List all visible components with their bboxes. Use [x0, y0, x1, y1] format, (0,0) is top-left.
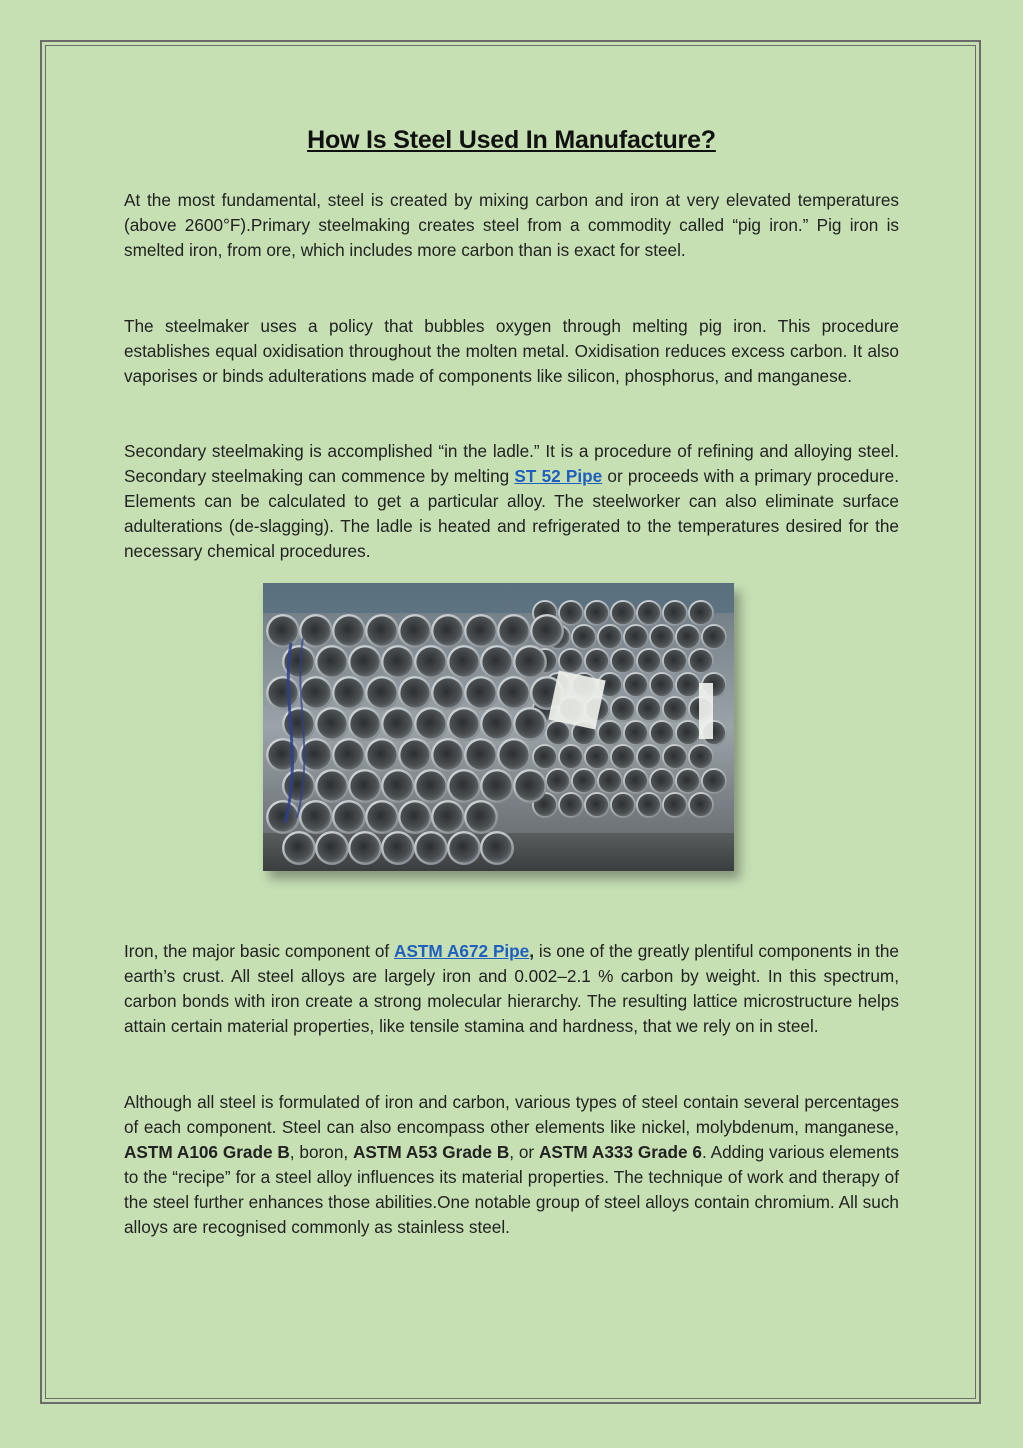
pipe-bore [547, 722, 569, 744]
pipe-bore [677, 674, 699, 696]
pipe-bore [560, 602, 582, 624]
pipe-bore [301, 678, 330, 707]
pipe-bore [482, 771, 511, 800]
pipe-bore [350, 833, 379, 862]
pipe-bore [599, 626, 621, 648]
pipe-bore [433, 802, 462, 831]
paragraph-text: Secondary steelmaking is accomplished “in the ladle.” It is a procedure of refining and alloying steel. Secondary steelmaking can commence by melting [124, 441, 899, 487]
pipe-bore [664, 650, 686, 672]
pipe-bore [449, 709, 478, 738]
pipe-bore [560, 650, 582, 672]
pipe-bore [586, 746, 608, 768]
pipe-bore [334, 678, 363, 707]
pipe-bore [301, 740, 330, 769]
pipe-bore [664, 794, 686, 816]
pipe-bore [482, 833, 511, 862]
pipe-bore [625, 722, 647, 744]
pipe-bore [334, 802, 363, 831]
paragraph-steelmaker: The steelmaker uses a policy that bubbles oxygen through melting pig iron. This procedure establishes equal oxidisation throughout the molten metal. Oxidisation reduces excess carbon. It also vaporises or binds adulterations made of components like silicon, phosphorus, and manganese. [124, 316, 899, 387]
pipe-bore [268, 678, 297, 707]
pipe-bore [651, 770, 673, 792]
pipe-bore [638, 746, 660, 768]
pipe-bore [664, 602, 686, 624]
pipe-bore [515, 647, 544, 676]
pipe-bore [599, 722, 621, 744]
pipe-bore [449, 833, 478, 862]
pipe-bore [466, 616, 495, 645]
pipe-bore [400, 802, 429, 831]
pipe-bore [651, 722, 673, 744]
pipe-bore [690, 602, 712, 624]
paragraph-iron [124, 939, 899, 1039]
astm-a106-grade-b-text: ASTM A106 Grade B [124, 1142, 290, 1163]
steel-pipes-photo [263, 583, 734, 871]
pipe-bore [703, 626, 725, 648]
pipe-bore [416, 709, 445, 738]
pipe-bore [284, 833, 313, 862]
pipe-bore [664, 698, 686, 720]
pipe-bore [400, 616, 429, 645]
pipe-bore [383, 647, 412, 676]
pipe-bore [664, 746, 686, 768]
pipe-bore [317, 647, 346, 676]
pipe-bore [547, 770, 569, 792]
pipe-bore [677, 626, 699, 648]
pipe-bore [612, 602, 634, 624]
paragraph-text: , or [509, 1142, 540, 1163]
pipe-bore [677, 770, 699, 792]
pipe-bore [651, 674, 673, 696]
pipe-bore [499, 616, 528, 645]
astm-a672-pipe-link[interactable]: ASTM A672 Pipe [394, 941, 530, 961]
pipe-bore [651, 626, 673, 648]
pipe-bore [515, 709, 544, 738]
pipe-bore [383, 833, 412, 862]
paragraph-text: Although all steel is formulated of iron and carbon, various types of steel contain several percentages of each component. Steel can also encompass other elements like nickel, molybdenum, manganese, [124, 1092, 899, 1138]
pipe-bore [367, 802, 396, 831]
paragraph-text: is one of the greatly plentiful components in the earth’s crust. All steel alloys are largely iron and 0.002–2.1 % carbon by weight. In this spectrum, carbon bonds with iron create a strong molecular hierarchy. The resulting lattice microstructure helps attain certain material properties, like tensile stamina and hardness, that we rely on in steel. [124, 941, 899, 1037]
pipe-bore [350, 709, 379, 738]
paragraph-intro: At the most fundamental, steel is created by mixing carbon and iron at very elevated temperatures (above 2600°F).Primary steelmaking creates steel from a commodity called “pig iron.” Pig iron is smelted iron, from ore, which includes more carbon than is exact for steel. [124, 190, 899, 261]
pipe-bore [690, 650, 712, 672]
st52-pipe-link[interactable]: ST 52 Pipe [514, 466, 603, 487]
pipe-bore [532, 616, 561, 645]
pipe-bore [367, 740, 396, 769]
pipe-bore [560, 794, 582, 816]
pipe-bore [449, 647, 478, 676]
pipe-bore [586, 602, 608, 624]
pipe-bore [573, 770, 595, 792]
paragraph-alloys [124, 1090, 899, 1241]
pipe-bore [466, 740, 495, 769]
pipe-bore [573, 626, 595, 648]
paragraph-text: . Adding various elements to the “recipe” for a steel alloy influences its material properties. The technique of work and therapy of the steel further enhances those abilities.One notable group of steel alloys contain chromium. All such alloys are recognised commonly as stainless steel. [124, 1142, 900, 1238]
pipe-bore [625, 674, 647, 696]
pipe-bore [268, 802, 297, 831]
pipe-bore [612, 794, 634, 816]
pipe-bore [638, 602, 660, 624]
pipe-bore [560, 746, 582, 768]
pipe-bore [466, 678, 495, 707]
pipe-bore [586, 794, 608, 816]
pipe-bore [677, 722, 699, 744]
pipe-bore [466, 802, 495, 831]
pipe-bore [703, 770, 725, 792]
pipe-bore [499, 678, 528, 707]
pipe-bore [612, 746, 634, 768]
pipe-bore [317, 833, 346, 862]
pipe-bore [400, 740, 429, 769]
paragraph-secondary-steelmaking [124, 439, 899, 564]
pipe-bore [301, 802, 330, 831]
paragraph-text: , boron, [289, 1142, 354, 1163]
pipe-bore [433, 616, 462, 645]
pipe-bore [612, 650, 634, 672]
pipe-bore [317, 709, 346, 738]
pipe-bore [433, 678, 462, 707]
pipe-bore [367, 616, 396, 645]
pipe-bore [599, 770, 621, 792]
pipe-bore [416, 833, 445, 862]
pipe-bore [400, 678, 429, 707]
pipe-bore [612, 698, 634, 720]
pipe-bore [482, 709, 511, 738]
pipe-bore [367, 678, 396, 707]
pipe-bore [334, 616, 363, 645]
pipe-bore [317, 771, 346, 800]
pipe-bore [449, 771, 478, 800]
pipe-bore [586, 650, 608, 672]
pipe-bore [383, 709, 412, 738]
pipe-bore [301, 616, 330, 645]
pipe-bore [638, 698, 660, 720]
pipe-bore [350, 647, 379, 676]
pipe-bore [268, 616, 297, 645]
astm-a53-grade-b-text: ASTM A53 Grade B [353, 1142, 510, 1163]
pipe-bore [690, 746, 712, 768]
pipe-bore [638, 794, 660, 816]
pipe-bore [334, 740, 363, 769]
paragraph-text: Iron, the major basic component of [124, 941, 395, 961]
page-title: How Is Steel Used In Manufacture? [307, 126, 716, 154]
pipe-bore [625, 770, 647, 792]
pipe-bore [416, 647, 445, 676]
pipe-bore [534, 746, 556, 768]
pipe-bore [499, 740, 528, 769]
pipe-bore [638, 650, 660, 672]
pipe-bore [690, 794, 712, 816]
pipe-bore [350, 771, 379, 800]
pipe-bore [416, 771, 445, 800]
paragraph-text: or proceeds with a primary procedure. Elements can be calculated to get a particular alloy. The steelworker can also eliminate surface adulterations (de-slagging). The ladle is heated and refrigerated to the temperatures desired for the necessary chemical procedures. [124, 466, 899, 562]
astm-a333-grade-6-text: ASTM A333 Grade 6 [539, 1142, 702, 1163]
pipe-bore [383, 771, 412, 800]
pipe-bore [625, 626, 647, 648]
pipe-bore [515, 771, 544, 800]
pipe-bore [482, 647, 511, 676]
pipe-bore [433, 740, 462, 769]
paragraph-comma: , [529, 941, 535, 961]
